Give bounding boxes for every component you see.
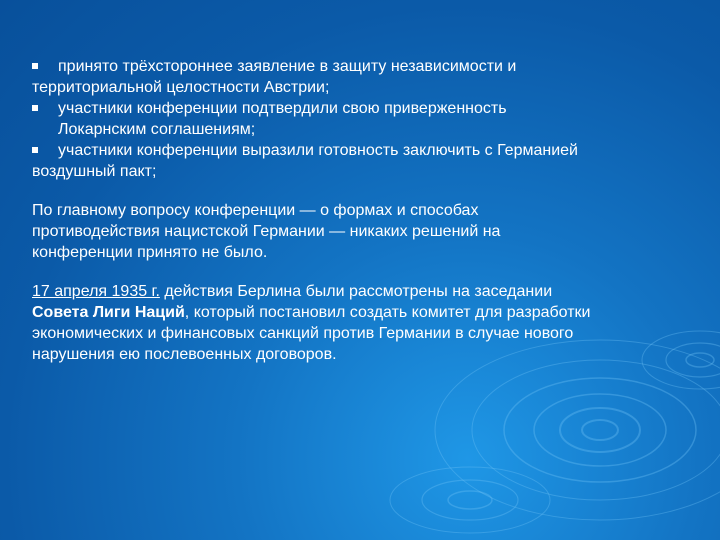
bullet-text-continued: территориальной целостности Австрии; [32, 79, 330, 96]
bullet-text-continued: Локарнским соглашениям; [58, 121, 256, 138]
paragraph-line: конференции принято не было. [32, 244, 268, 261]
paragraph-line: противодействия нацистской Германии — никаких решений на [32, 223, 501, 240]
bullet-text-continued: воздушный пакт; [32, 163, 157, 180]
paragraph-line: нарушения ею послевоенных договоров. [32, 346, 337, 363]
bullet-item [32, 140, 692, 161]
bullet-text: участники конференции подтвердили свою приверженность [58, 100, 507, 117]
paragraph-line [32, 302, 692, 323]
paragraph-text: действия Берлина были рассмотрены на заседании [159, 283, 553, 300]
square-bullet-icon [32, 105, 38, 111]
bullet-text: участники конференции выразили готовность заключить с Германией [58, 142, 578, 159]
paragraph-line: экономических и финансовых санкций против Германии в случае нового [32, 325, 574, 342]
date-text: 17 апреля 1935 г. [32, 283, 160, 300]
slide-content [32, 56, 692, 365]
bullet-item [32, 98, 692, 119]
square-bullet-icon [32, 63, 38, 69]
paragraph-line [32, 281, 692, 302]
bullet-text: принято трёхстороннее заявление в защиту независимости и [58, 58, 517, 75]
paragraph-text: , который постановил создать комитет для разработки [184, 304, 591, 321]
bullet-item [32, 56, 692, 77]
council-name: Совета Лиги Наций [32, 304, 185, 321]
paragraph-line: По главному вопросу конференции — о формах и способах [32, 202, 479, 219]
square-bullet-icon [32, 147, 38, 153]
